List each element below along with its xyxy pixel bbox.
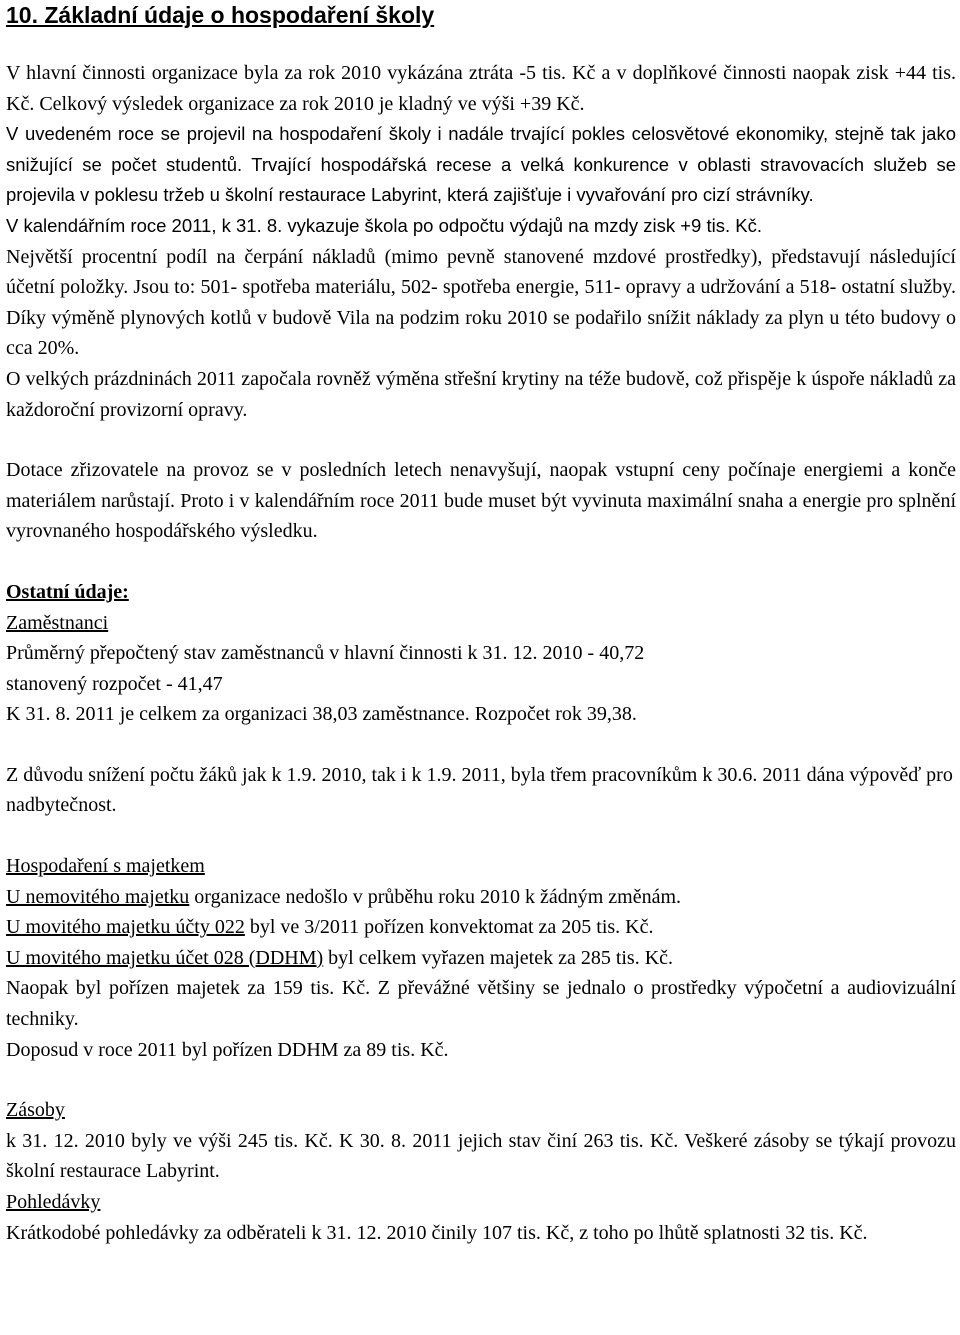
- inventory-heading: Zásoby: [6, 1099, 65, 1122]
- property-movable-028: [6, 943, 956, 974]
- property-acquired: Naopak byl pořízen majetek za 159 tis. Kč. Z převážné většiny se jednalo o prostředky výpočetní a audiovizuální techniky.: [6, 977, 956, 1031]
- paragraph-2011-profit: V kalendářním roce 2011, k 31. 8. vykazuje škola po odpočtu výdajů na mzdy zisk +9 tis. Kč.: [6, 214, 762, 236]
- paragraph-subsidy: Dotace zřizovatele na provoz se v posledních letech nenavyšují, naopak vstupní ceny počínaje energiemi a konče materiálem narůstají. Proto i v kalendářním roce 2011 bude muset být vyvinuta maximální snaha a energie pro splnění vyrovnaného hospodářského výsledku.: [6, 459, 956, 543]
- immovable-label: U nemovitého majetku: [6, 885, 190, 908]
- immovable-text: organizace nedošlo v průběhu roku 2010 k žádným změnám.: [189, 885, 682, 908]
- recession-sentence: Trvající hospodářská recese a velká konkurence v oblasti stravovacích služeb se projevila v poklesu tržeb u školní restaurace Labyrint, která zajišťuje i vyvařování pro cizí strávníky.: [6, 153, 956, 206]
- economy-sentence: V uvedeném roce se projevil na hospodaření školy i nadále trvající pokles celosvětové ekonomiky, stejně tak jako snižující se počet studentů.: [6, 123, 956, 175]
- movable-022-text: byl ve 3/2011 pořízen konvektomat za 205 tis. Kč.: [244, 916, 654, 939]
- employees-layoffs: Z důvodu snížení počtu žáků jak k 1.9. 2010, tak i k 1.9. 2011, byla třem pracovníkům k 30.6. 2011 dána výpověď pro nadbytečnost.: [6, 763, 953, 817]
- paragraph-roof: O velkých prázdninách 2011 započala rovněž výměna střešní krytiny na téže budově, což přispěje k úspoře nákladů za každoroční provizorní opravy.: [6, 367, 956, 421]
- property-movable-022: [6, 912, 956, 943]
- receivables-text: Krátkodobé pohledávky za odběrateli k 31. 12. 2010 činily 107 tis. Kč, z toho po lhůtě splatnosti 32 tis. Kč.: [6, 1221, 868, 1244]
- movable-028-text: byl celkem vyřazen majetek za 285 tis. Kč.: [323, 946, 674, 969]
- employees-budget: stanovený rozpočet - 41,47: [6, 672, 223, 695]
- costs-intro: Největší procentní podíl na čerpání nákladů (mimo pevně stanovené mzdové prostředky), představují následující účetní položky.: [6, 245, 956, 299]
- movable-028-label: U movitého majetku účet 028 (DDHM): [6, 946, 324, 969]
- paragraph-costs: [6, 242, 956, 364]
- property-ddhm-2011: Doposud v roce 2011 byl pořízen DDHM za 89 tis. Kč.: [6, 1038, 449, 1061]
- employees-heading: Zaměstnanci: [6, 611, 109, 634]
- property-heading: Hospodaření s majetkem: [6, 855, 205, 878]
- other-data-heading: Ostatní údaje:: [6, 580, 129, 603]
- document-body: [6, 58, 956, 1248]
- paragraph-result: V hlavní činnosti organizace byla za rok 2010 vykázána ztráta -5 tis. Kč a v doplňkové činnosti naopak zisk +44 tis. Kč. Celkový výsledek organizace za rok 2010 je kladný ve výši +39 Kč.: [6, 62, 956, 115]
- property-immovable: [6, 882, 956, 913]
- inventory-text: k 31. 12. 2010 byly ve výši 245 tis. Kč. K 30. 8. 2011 jejich stav činí 263 tis. Kč. Veškeré zásoby se týkají provozu školní restaurace Labyrint.: [6, 1129, 956, 1183]
- movable-022-label: U movitého majetku účty 022: [6, 916, 245, 939]
- employees-average: Průměrný přepočtený stav zaměstnanců v hlavní činnosti k 31. 12. 2010 - 40,72: [6, 642, 645, 665]
- receivables-heading: Pohledávky: [6, 1191, 101, 1213]
- paragraph-economy: [6, 119, 956, 211]
- section-heading: 10. Základní údaje o hospodaření školy: [6, 2, 435, 28]
- employees-current: K 31. 8. 2011 je celkem za organizaci 38,03 zaměstnance. Rozpočet rok 39,38.: [6, 703, 637, 726]
- costs-items: Jsou to: 501- spotřeba materiálu, 502- spotřeba energie, 511- opravy a udržování a 518- ostatní služby. Díky výměně plynových kotlů v budově Vila na podzim roku 2010 se podařilo snížit náklady za plyn u této budovy o cca 20%.: [6, 276, 956, 360]
